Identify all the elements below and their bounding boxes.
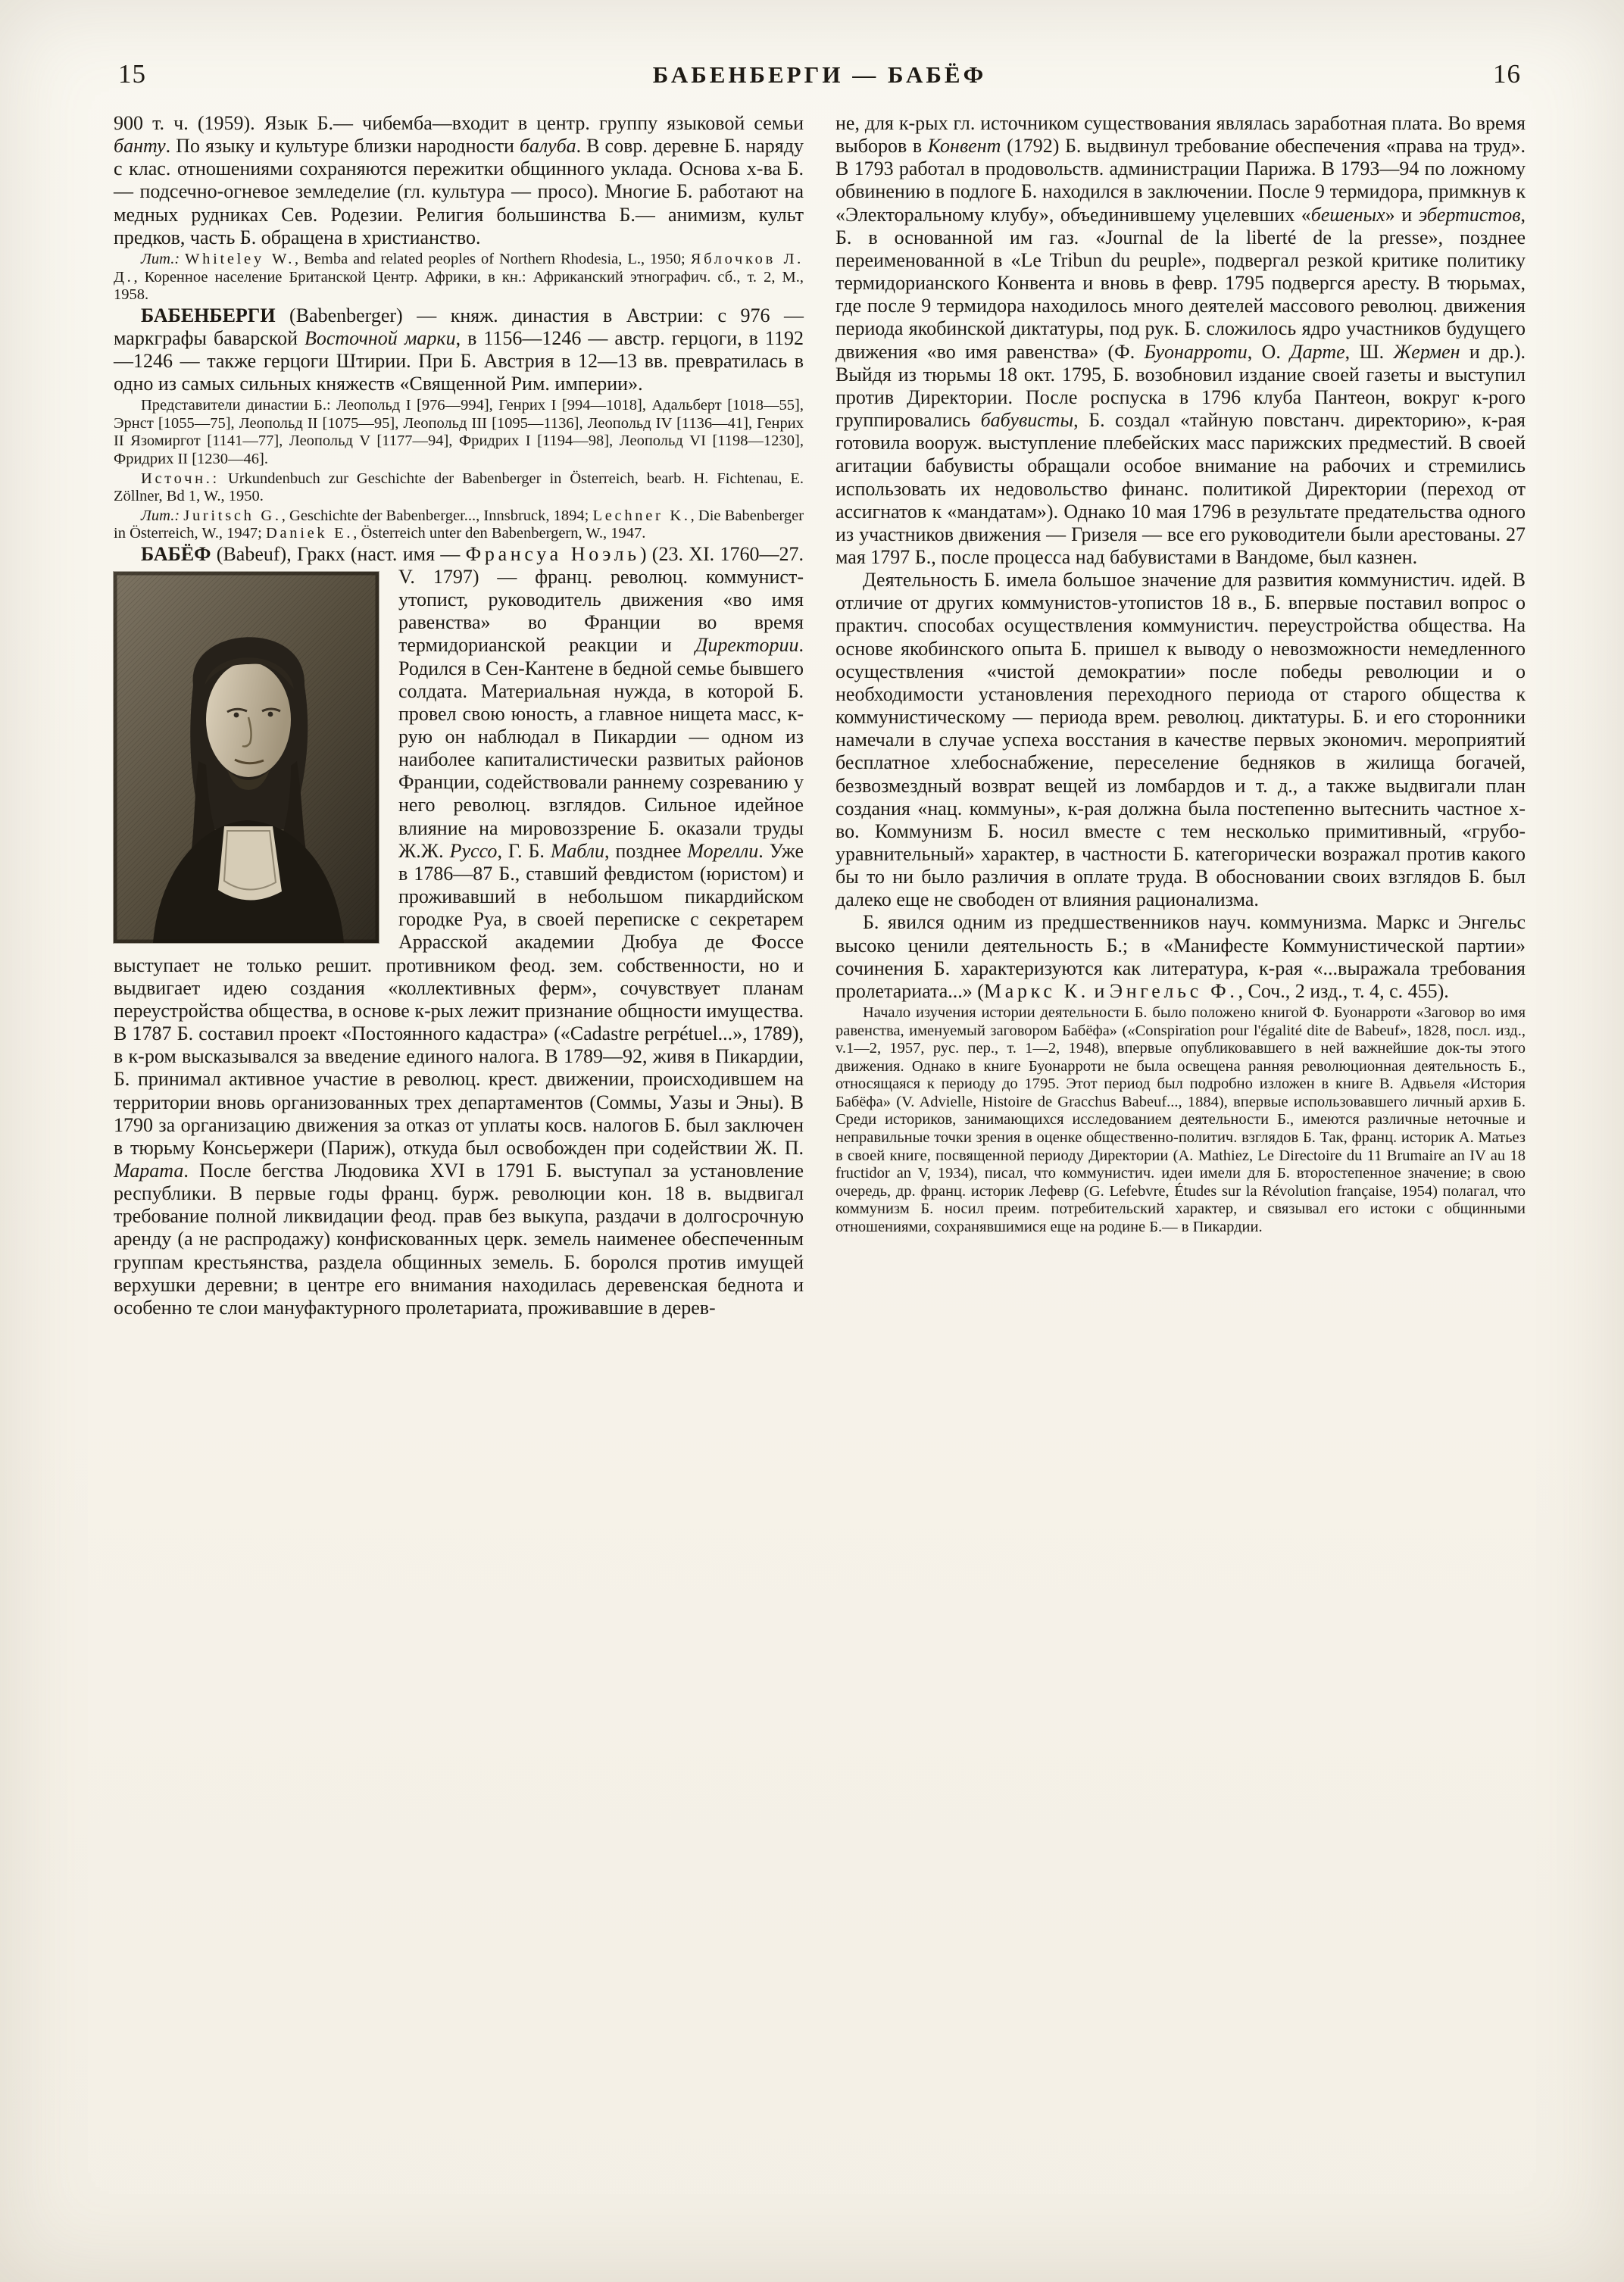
text-run: БАБЕНБЕРГИ (141, 304, 276, 326)
text-run: эбертистов (1418, 203, 1521, 226)
text-run: Восточной марки (304, 326, 456, 349)
text-run: Морелли (687, 839, 759, 862)
running-head (118, 59, 1521, 89)
text-run: и (1088, 979, 1110, 1002)
text-run: коммунист-утопист, руководитель движения «во имя равенства» во Франции во время термидорианской реакции и (398, 565, 804, 657)
text-run: Яблочков Л. Д. (114, 250, 804, 286)
text-run: , Geschichte der Babenberger..., Innsbruck, 1894; (281, 507, 593, 524)
text-run: Мабли (550, 839, 604, 862)
babeuf-article-continuation (835, 112, 1526, 569)
text-run: , Ш. (1344, 340, 1394, 363)
text-run: , О. (1247, 340, 1291, 363)
text-run: . Уже в 1786—87 Б., ставший февдистом (юристом) и проживавший в небольшом пикардийском городке Руа, в своей переписке с секретарем Аррасской академии Дюбуа де Фоссе выступает не только решит. противником феод. зем. собственности, но и выдвигает идею создания «коллективных ферм», сочувствует планам переустройства общества, в основе к-рых лежит признание общности имущества. В 1787 Б. составил проект «Постоянного кадастра» («Cadastre perpétuel...», 1789), в к-ром высказывался за введение единого налога. В 1789—92, живя в Пикардии, Б. принимал активное участие в революц. крест. движении, происходившем на территории вновь организованных трех департаментов (Соммы, Уазы и Эны). В 1790 за организацию движения за отказ от уплаты косв. налогов Б. был заключен в тюрьму Консьержери (Париж), откуда был освобожден при содействии Ж. П. (114, 839, 804, 1159)
running-title: БАБЕНБЕРГИ — БАБЁФ (652, 61, 987, 88)
babeuf-significance (835, 569, 1526, 911)
babenbergi-literature (114, 507, 804, 543)
text-run: . В совр. деревне Б. наряду с клас. отношениями сохраняются пережитки общинного уклада. Основа х-ва Б.— подсечно-огневое земледелие (гл. культура — просо). Многие Б. работают на медных рудниках Сев. Родезии. Религия большинства Б.— анимизм, культ предков, часть Б. обращена в христианство. (114, 135, 804, 248)
text-run: . После бегства Людовика XVI в 1791 Б. выступал за установление республики. В первые годы франц. бурж. революции кон. 18 в. выдвигал требование полной ликвидации феод. прав без выкупа, раздачи в долгосрочную аренду (а не распродажу) конфискованных церк. земель наименее обеспеченным группам крестьянства, раздела общинных земель. Б. боролся против имущей верхушки деревни; в центре его внимания находилась деревенская беднота и особенно те слои мануфактурного пролетариата, проживавшие в дерев- (114, 1159, 804, 1319)
text-run: Lechner K. (592, 507, 691, 524)
text-run: Буонарроти (1144, 340, 1248, 363)
text-run: бешеных (1310, 203, 1385, 226)
page-number-left: 15 (118, 59, 146, 89)
text-run: Конвент (927, 135, 1001, 158)
text-run: (1792) Б. выдвинул требование обеспечения «права на труд». В 1793 работал в продовольств. администрации Парижа. В 1793—94 по ложному обвинению в подлоге Б. находился в заключении. После 9 термидора, примкнув к «Электоральному клубу», объединившему уцелевших « (835, 135, 1526, 226)
babenbergi-article (114, 304, 804, 396)
text-run: , Г. Б. (497, 839, 551, 862)
text-run: Б. явился одним из предшественников науч. коммунизма. Маркс и Энгельс высоко ценили деятельность Б.; в «Манифесте Коммунистической партии» сочинения Б. характеризуются как литература, к-рая «...выражала требования пролетариата...» ( (835, 911, 1526, 1002)
text-run: Маркс К. (983, 979, 1089, 1002)
text-run: Представители династии Б.: Леопольд I [976—994], Генрих I [994—1018], Адальберт [1018—55], Эрнст [1055—75], Леопольд II [1075—95], Леопольд III [1095—1136], Леопольд IV [1136—41], Генрих II Язомиргот [1141—77], Леопольд V [1177—94], Фридрих I [1194—98], Леопольд VI [1198—1230], Фридрих II [1230—46]. (114, 397, 804, 467)
text-run: Энгельс Ф. (1109, 979, 1238, 1002)
babenbergi-dynasty-list (114, 397, 804, 468)
babeuf-portrait-image (114, 572, 379, 943)
text-run: Франсуа Ноэль (465, 542, 640, 565)
text-run: балуба (519, 135, 576, 158)
babeuf-article-start (114, 543, 804, 1319)
text-run: не, для к-рых гл. источником существования являлась заработная плата. Во время выборов в (835, 112, 1526, 158)
text-run: Начало изучения истории деятельности Б. было положено книгой Ф. Буонарроти «Заговор во имя равенства, именуемый заговором Бабёфа» («Conspiration pour l'égalité dite de Babeuf», 1828, посл. изд., v.1—2, 1957, рус. пер., т. 1—2, 1948), впервые опубликовавшего в ней важнейшие док-ты этого движения. Однако в книге Буонарроти не была освещена ранняя революционная деятельность Б., относящаяся к периоду до 1795. Этот период был подробно изложен в книге В. Адвьеля «История Бабёфа» (V. Advielle, Histoire de Gracchus Babeuf..., 1884), впервые использовавшего личный архив Б. Среди историков, занимающихся исследованием деятельности Б., имеются различные неточные и неправильные точки зрения в оценке общественно-политич. взглядов Б. Так, франц. историк А. Матьез в своей книге, посвященной периоду Директории (A. Mathiez, Le Directoire du 11 Brumaire an IV au 18 fructidor an V, 1934), писал, что коммунистич. идеи имели для Б. второстепенное значение; в свою очередь, др. франц. историк Лефевр (G. Lefebvre, Études sur la Révolution française, 1954) полагал, что коммунизм Б. носил преим. потребительский характер, и связывал его истоки с общинными отношениями, сохранявшимися еще на родине Б.— в Пикардии. (835, 1004, 1526, 1235)
text-run: Дарте (1290, 340, 1345, 363)
page-number-right: 16 (1493, 59, 1521, 89)
babeuf-historiography (835, 1004, 1526, 1236)
text-run: ) (23. XI. 1760—27. V. 1797) — франц. революц. (398, 542, 804, 588)
text-run: 900 т. ч. (1959). Язык Б.— чибемба—входит в центр. группу языковой семьи (114, 112, 804, 134)
babenbergi-sources (114, 470, 804, 506)
text-run: Марата (114, 1159, 184, 1182)
text-run: , позднее (604, 839, 688, 862)
text-run: Директории (695, 634, 799, 657)
text-run: Urkundenbuch zur Geschichte der Babenberger in Österreich, bearb. H. Fichtenau, E. Zöllner, Bd 1, W., 1950. (114, 470, 804, 505)
babeuf-portrait (114, 572, 379, 943)
text-run: . Родился в Сен-Кантене в бедной семье бывшего солдата. Материальная нужда, в которой Б. провел свою юность, а главное нищета масс, к-рую он наблюдал в Пикардии — одном из наиболее капиталистически развитых районов Франции, содействовали раннему созреванию у него революц. взглядов. Сильное идейное влияние на мировоззрение Б. оказали труды Ж.Ж. (398, 634, 804, 862)
text-run: Daniek E. (266, 525, 354, 542)
text-run: Источн.: (141, 470, 220, 487)
text-run: и др.). Выйдя из тюрьмы 18 окт. 1795, Б. возобновил издание своей газеты и выступил против Директории. После роспуска в 1796 клуба Пантеон, вокруг к-рого группировались (835, 340, 1526, 432)
text-run: Лит.: (141, 250, 180, 267)
text-run: Лит.: (141, 507, 180, 524)
text-run: (Babenberger) — княж. династия в Австрии: с 976 — маркграфы баварской (114, 304, 804, 349)
text-run: банту (114, 135, 166, 158)
text-run: Деятельность Б. имела большое значение для развития коммунистич. идей. В отличие от других коммунистов-утопистов 18 в., Б. впервые поставил вопрос о практич. способах осуществления коммунистич. переустройства общества. На основе якобинского опыта Б. пришел к выводу о невозможности немедленного осуществления «чистой демократии» после победы революции и о необходимости установления переходного периода от старого общества к коммунистическому — периода врем. революц. диктатуры. Б. и его сторонники намечали в случае успеха восстания в качестве первых экономич. мероприятий бесплатное хлебоснабжение, переселение бедняков в жилища богачей, безвозмездный возврат вещей из ломбардов и т. д., а также выдвигали план создания «нац. коммуны», к-рая должна была постепенно вытеснить частное х-во. Коммунизм Б. носил вместе с тем несколько примитивный, «грубо-уравнительный» характер, в частности Б. категорически возражал против какого бы то ни было различия в оплате труда. В обосновании своих взглядов Б. был далеко еще не свободен от влияния рационализма. (835, 569, 1526, 911)
text-run: , Bemba and related peoples of Northern Rhodesia, L., 1950; (295, 250, 691, 267)
text-run: » и (1385, 203, 1419, 226)
text-run: , Österreich unter den Babenbergern, W., 1947. (353, 525, 646, 542)
bemba-article-continuation (114, 112, 804, 249)
text-run: , Коренное население Британской Центр. Африки, в кн.: Африканский этнографич. сб., т. 2, М., 1958. (114, 268, 804, 304)
two-column-text-block (114, 112, 1526, 1319)
text-run: , Die Babenberger in Österreich, W., 1947; (114, 507, 804, 542)
text-run: , в 1156—1246 — австр. герцоги, в 1192—1246 — также герцоги Штирии. При Б. Австрия в 12—13 вв. превратилась в одно из самых сильных княжеств «Священной Рим. империи». (114, 326, 804, 395)
text-run: Juritsch G. (183, 507, 282, 524)
text-run: Whiteley W. (185, 250, 295, 267)
babeuf-marx-engels (835, 911, 1526, 1003)
text-run: БАБЁФ (141, 542, 211, 565)
text-run: бабувисты (980, 409, 1074, 432)
text-run: . По языку и культуре близки народности (165, 135, 520, 158)
text-run: (Babeuf), Гракх (наст. имя — (211, 542, 466, 565)
bemba-literature (114, 251, 804, 304)
text-run: Руссо (449, 839, 498, 862)
text-run: , Соч., 2 изд., т. 4, с. 455). (1238, 979, 1449, 1002)
text-run: , Б. создал «тайную повстанч. директорию», к-рая готовила вооруж. выступление плебейских масс парижских предместий. В своей агитации бабувисты обращали особое внимание на рабочих и стремились использовать их недовольство финанс. политикой Директории (переход от ассигнатов к «мандатам»). Однако 10 мая 1796 в результате предательства одного из участников движения — Гризеля — все его руководители были арестованы. 27 мая 1797 Б., после процесса над бабувистами в Вандоме, был казнен. (835, 409, 1526, 568)
text-run: , Б. в основанной им газ. «Journal de la liberté de la presse», позднее переименованной в «Le Tribun du peuple», подвергал резкой критике политику термидорианского Конвента и вновь в февр. 1795 подвергся аресту. В тюрьмах, где после 9 термидора находилось много деятелей массового революц. движения периода якобинской диктатуры, под рук. Б. сложилось ядро участников будущего движения «во имя равенства» (Ф. (835, 203, 1526, 363)
text-run: Жермен (1393, 340, 1460, 363)
right-column (835, 112, 1526, 1319)
left-column (114, 112, 804, 1319)
